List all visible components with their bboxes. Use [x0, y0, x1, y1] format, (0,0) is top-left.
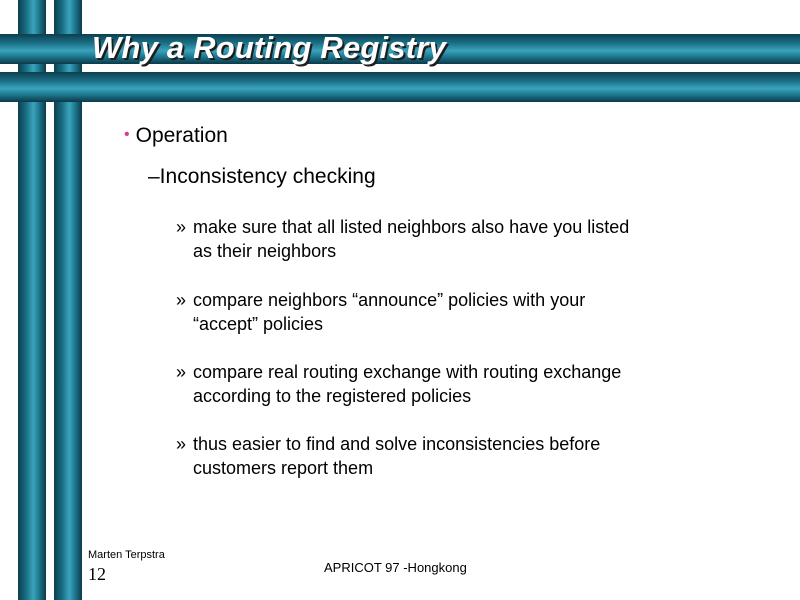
- chevron-marker-icon: »: [176, 362, 187, 382]
- list-item: » thus easier to find and solve inconsistencies before customers report them: [176, 434, 601, 478]
- slide-title: Why a Routing Registry: [92, 30, 447, 65]
- list-item: » compare real routing exchange with routing exchange according to the registered policies: [176, 362, 622, 406]
- list-item: » make sure that all listed neighbors also have you listed as their neighbors: [176, 217, 630, 261]
- subbullet-inconsistency: –Inconsistency checking: [148, 165, 376, 188]
- list-item: » compare neighbors “announce” policies with your “accept” policies: [176, 290, 586, 334]
- footer-event: APRICOT 97 -Hongkong: [324, 560, 467, 575]
- second-horizontal-bar: [0, 72, 800, 102]
- bullet-dot-icon: •: [124, 126, 130, 143]
- bullet-operation-text: Operation: [135, 124, 228, 147]
- footer-author: Marten Terpstra: [88, 549, 165, 561]
- chevron-marker-icon: »: [176, 290, 187, 310]
- chevron-marker-icon: »: [176, 434, 187, 454]
- page-number: 12: [88, 564, 106, 584]
- chevron-marker-icon: »: [176, 217, 187, 237]
- bullet-operation: [124, 124, 228, 148]
